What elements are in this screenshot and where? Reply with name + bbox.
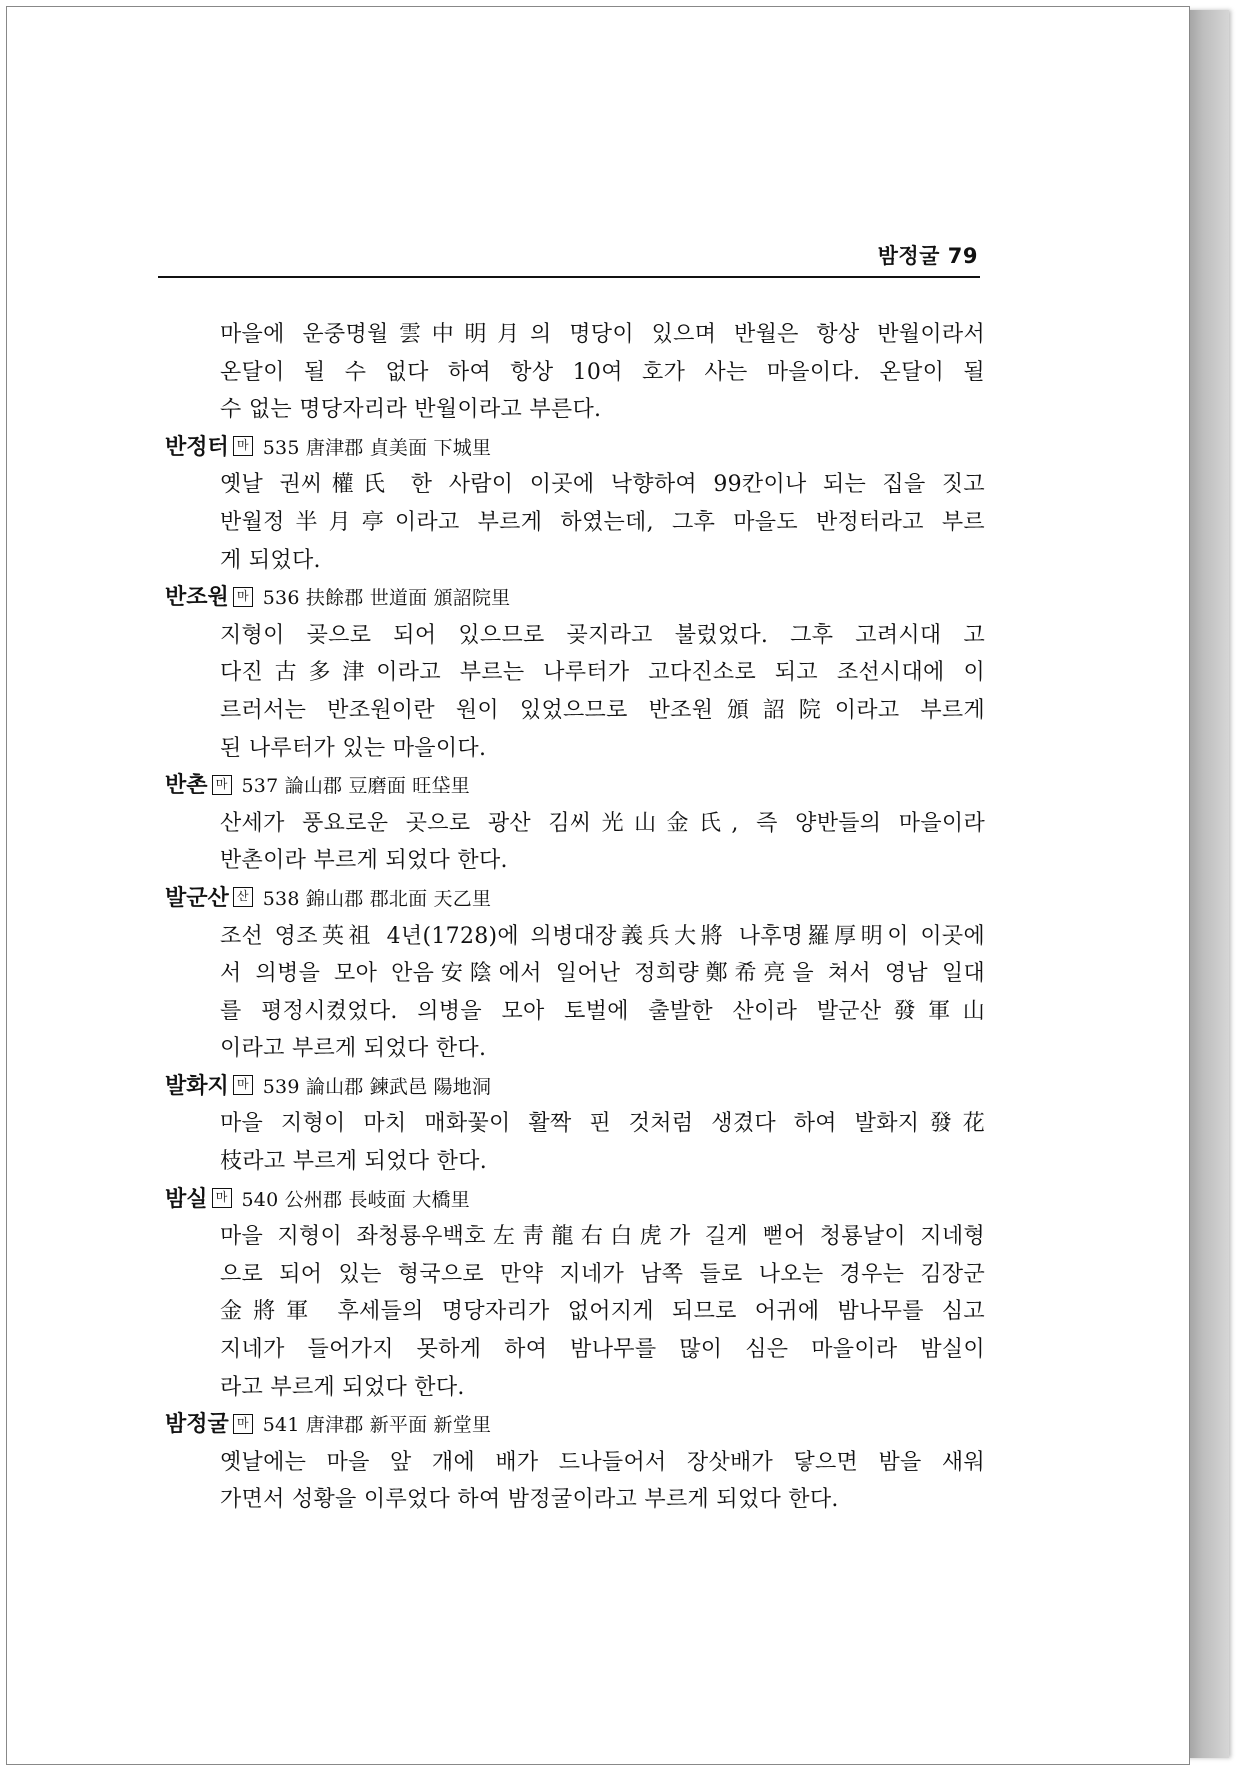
entry-heading xyxy=(165,1068,985,1106)
body-line: 이라고 부르게 되었다 한다. xyxy=(220,1036,487,1062)
entry-heading xyxy=(165,767,985,805)
body-line: 다진古多津이라고 부르는 나루터가 고다진소로 되고 조선시대에 이 xyxy=(220,660,985,686)
entry-location: 536 扶餘郡 世道面 頒詔院里 xyxy=(262,587,511,610)
entry-type-mark: 마 xyxy=(233,587,253,607)
body-line: 枝라고 부르게 되었다 한다. xyxy=(220,1149,487,1175)
body-line: 옛날 권씨權氏 한 사람이 이곳에 낙향하여 99칸이나 되는 집을 짓고 xyxy=(220,472,985,498)
running-head: 밤정굴 79 xyxy=(877,244,978,268)
body-line: 옛날에는 마을 앞 개에 배가 드나들어서 장삿배가 닿으면 밤을 새워 xyxy=(220,1449,985,1475)
entry-location: 537 論山郡 豆磨面 旺垈里 xyxy=(241,775,470,798)
entry-heading xyxy=(165,429,985,467)
entry-name: 발화지 xyxy=(165,1073,229,1099)
entry-name: 밤정굴 xyxy=(165,1412,229,1438)
body-line: 산세가 풍요로운 곳으로 광산 김씨光山金氏, 즉 양반들의 마을이라 xyxy=(220,810,985,836)
body-line: 金將軍 후세들의 명당자리가 없어지게 되므로 어귀에 밤나무를 심고 xyxy=(220,1299,985,1325)
entry-location: 538 錦山郡 郡北面 天乙里 xyxy=(262,887,492,910)
body-line: 마을 지형이 마치 매화꽃이 활짝 핀 것처럼 생겼다 하여 발화지發花 xyxy=(220,1111,985,1137)
body-line: 온달이 될 수 없다 하여 항상 10여 호가 사는 마을이다. 온달이 될 xyxy=(220,359,985,385)
entry-type-mark: 마 xyxy=(233,436,253,456)
entry-location: 535 唐津郡 貞美面 下城里 xyxy=(262,436,492,459)
entry-heading xyxy=(165,1181,985,1219)
entry-name: 반조원 xyxy=(165,585,229,611)
entry-name: 밤실 xyxy=(165,1186,208,1212)
entry-name: 발군산 xyxy=(165,885,229,911)
body-line: 반월정半月亭이라고 부르게 하였는데, 그후 마을도 반정터라고 부르 xyxy=(220,509,985,535)
entry-location: 540 公州郡 長岐面 大橋里 xyxy=(241,1188,470,1211)
entry-location: 539 論山郡 鍊武邑 陽地洞 xyxy=(262,1075,492,1098)
body-line: 를 평정시켰었다. 의병을 모아 토벌에 출발한 산이라 발군산發軍山 xyxy=(220,998,985,1024)
body-line: 라고 부르게 되었다 한다. xyxy=(220,1374,465,1400)
body-line: 조선 영조英祖 4년(1728)에 의병대장義兵大將 나후명羅厚明이 이곳에 xyxy=(220,923,985,949)
body-line: 으로 되어 있는 형국으로 만약 지네가 남쪽 들로 나오는 경우는 김장군 xyxy=(220,1261,985,1287)
page-content xyxy=(165,316,985,1519)
entry-type-mark: 산 xyxy=(233,887,253,907)
body-line: 지형이 곶으로 되어 있으므로 곶지라고 불렀었다. 그후 고려시대 고 xyxy=(220,622,985,648)
entry-heading xyxy=(165,880,985,918)
entry-type-mark: 마 xyxy=(233,1075,253,1095)
body-line: 지네가 들어가지 못하게 하여 밤나무를 많이 심은 마을이라 밤실이 xyxy=(220,1337,985,1363)
body-line: 마을 지형이 좌청룡우백호左靑龍右白虎가 길게 뻗어 청룡날이 지네형 xyxy=(220,1224,985,1250)
entry-name: 반촌 xyxy=(165,773,208,799)
entry-type-mark: 마 xyxy=(212,775,232,795)
entry-heading xyxy=(165,1406,985,1444)
body-line: 된 나루터가 있는 마을이다. xyxy=(220,735,487,761)
body-line: 마을에 운중명월雲中明月의 명당이 있으며 반월은 항상 반월이라서 xyxy=(220,322,985,347)
body-line: 반촌이라 부르게 되었다 한다. xyxy=(220,848,508,874)
entry-location: 541 唐津郡 新平面 新堂里 xyxy=(262,1414,492,1437)
body-line: 수 없는 명당자리라 반월이라고 부른다. xyxy=(220,397,602,423)
entry-type-mark: 마 xyxy=(212,1188,232,1208)
body-line: 르러서는 반조원이란 원이 있었으므로 반조원頒詔院이라고 부르게 xyxy=(220,697,985,723)
body-line: 가면서 성황을 이루었다 하여 밤정굴이라고 부르게 되었다 한다. xyxy=(220,1487,839,1513)
entry-type-mark: 마 xyxy=(233,1414,253,1434)
body-line: 서 의병을 모아 안음安陰에서 일어난 정희량鄭希亮을 쳐서 영남 일대 xyxy=(220,961,985,987)
page-edge-shadow xyxy=(1185,10,1229,1758)
entry-name: 반정터 xyxy=(165,434,229,460)
entry-heading xyxy=(165,579,985,617)
body-line: 게 되었다. xyxy=(220,547,321,573)
page-header xyxy=(158,232,980,278)
